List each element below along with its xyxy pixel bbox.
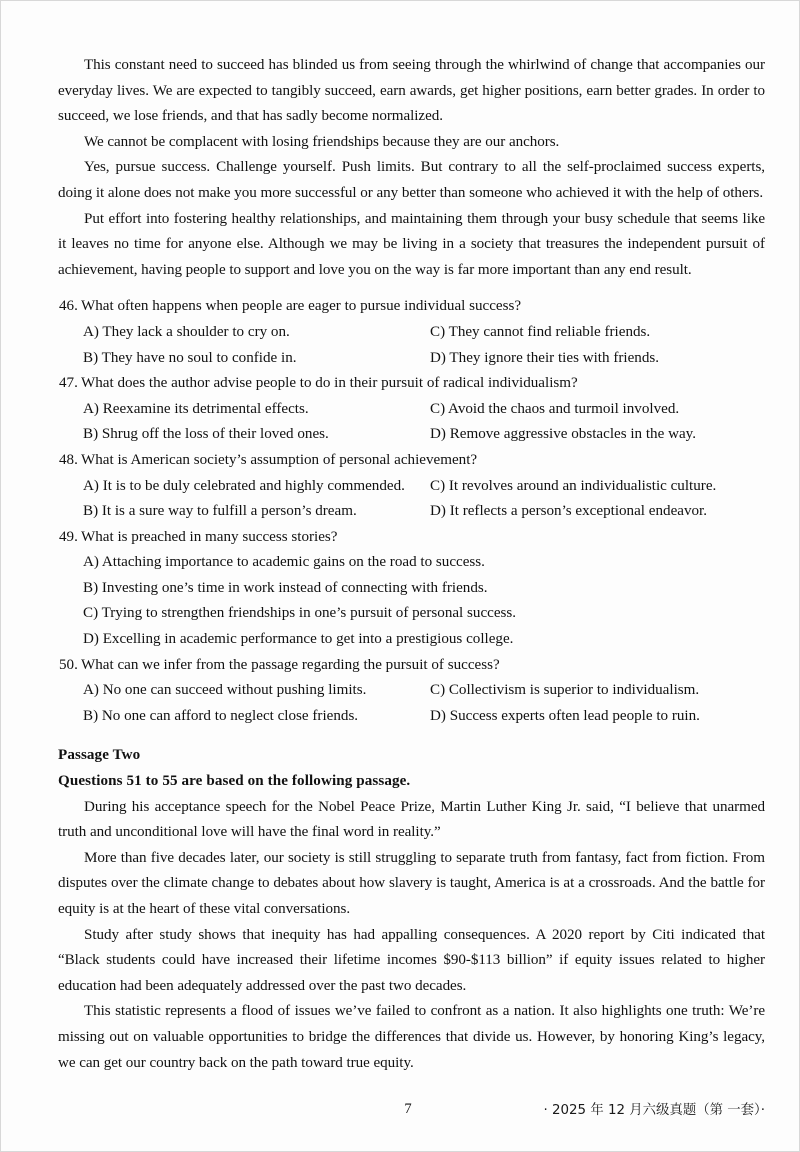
option-c[interactable]: C) Trying to strengthen friendships in one’s pursuit of personal success.: [83, 605, 517, 622]
question-number: 47.: [59, 375, 78, 392]
passage-two-section: [58, 743, 765, 1076]
option-d[interactable]: D) Remove aggressive obstacles in the way.: [430, 426, 697, 443]
option-c[interactable]: C) They cannot find reliable friends.: [430, 323, 651, 340]
passage-paragraph: Study after study shows that inequity has had appalling consequences. A 2020 report by Citi indicated that “Black students could have increased their lifetime incomes $90-$113 billion” if equity issues related to higher education had been adequately addressed over the past two decades.: [58, 926, 765, 994]
option-c[interactable]: C) Collectivism is superior to individualism.: [430, 682, 700, 699]
question-text: What often happens when people are eager to pursue individual success?: [81, 298, 522, 315]
option-grid: [58, 678, 765, 729]
passage-two-instruction: Questions 51 to 55 are based on the following passage.: [58, 773, 411, 790]
question-50: [58, 653, 765, 730]
option-grid: [58, 474, 765, 525]
question-number: 48.: [59, 451, 78, 468]
question-number: 46.: [59, 298, 78, 315]
option-grid: [58, 320, 765, 371]
option-b[interactable]: B) They have no soul to confide in.: [83, 349, 297, 366]
question-number: 49.: [59, 528, 78, 545]
question-stem: [58, 653, 765, 679]
footer-note: · 2025 年 12 月六级真题（第 一套）·: [543, 1103, 765, 1118]
question-47: [58, 371, 765, 448]
passage-paragraph: We cannot be complacent with losing friendships because they are our anchors.: [84, 133, 560, 150]
question-49: [58, 525, 765, 653]
passage-paragraph: Yes, pursue success. Challenge yourself. Push limits. But contrary to all the self-proclaimed success experts, doing it alone does not make you more successful or any better than someone who achieved it with the help of others.: [58, 159, 765, 201]
option-d[interactable]: D) It reflects a person’s exceptional endeavor.: [430, 503, 708, 520]
question-46: [58, 294, 765, 371]
passage-paragraph: Put effort into fostering healthy relationships, and maintaining them through your busy schedule that seems like it leaves no time for anyone else. Although we may be living in a society that treasures the independent pursuit of achievement, having people to support and love you on the way is far more important than any end result.: [58, 210, 765, 278]
option-grid: [58, 397, 765, 448]
passage-paragraph: More than five decades later, our society is still struggling to separate truth from fantasy, fact from fiction. From disputes over the climate change to debates about how slavery is taught, America is at a crossroads. And the battle for equity is at the heart of these vital conversations.: [58, 849, 765, 917]
option-b[interactable]: B) No one can afford to neglect close friends.: [83, 707, 359, 724]
option-b[interactable]: B) It is a sure way to fulfill a person’s dream.: [83, 503, 357, 520]
option-b[interactable]: B) Shrug off the loss of their loved ones.: [83, 426, 329, 443]
passage-one-body: [58, 53, 765, 283]
question-text: What does the author advise people to do in their pursuit of radical individualism?: [81, 375, 578, 392]
option-a[interactable]: A) It is to be duly celebrated and highly commended.: [83, 477, 405, 494]
option-c[interactable]: C) It revolves around an individualistic culture.: [430, 477, 717, 494]
option-d[interactable]: D) They ignore their ties with friends.: [430, 349, 660, 366]
question-text: What is American society’s assumption of personal achievement?: [81, 451, 478, 468]
option-a[interactable]: A) No one can succeed without pushing limits.: [83, 682, 367, 699]
option-d[interactable]: D) Success experts often lead people to ruin.: [430, 707, 700, 724]
passage-paragraph: This statistic represents a flood of issues we’ve failed to confront as a nation. It also highlights one truth: We’re missing out on valuable opportunities to bridge the differences that divide us. However, by honoring King’s legacy, we can get our country back on the path toward true equity.: [58, 1003, 765, 1071]
question-stem: [58, 371, 765, 397]
option-grid: [58, 550, 765, 652]
option-a[interactable]: A) They lack a shoulder to cry on.: [83, 323, 290, 340]
question-number: 50.: [59, 656, 78, 673]
passage-paragraph: During his acceptance speech for the Nobel Peace Prize, Martin Luther King Jr. said, “I believe that unarmed truth and unconditional love will have the final word in reality.”: [58, 798, 765, 841]
page-footer: [58, 1099, 765, 1129]
passage-two-title: Passage Two: [58, 747, 141, 764]
question-stem: [58, 525, 765, 551]
question-48: [58, 448, 765, 525]
option-c[interactable]: C) Avoid the chaos and turmoil involved.: [430, 400, 680, 417]
option-a[interactable]: A) Reexamine its detrimental effects.: [83, 400, 309, 417]
option-b[interactable]: B) Investing one’s time in work instead of connecting with friends.: [83, 579, 488, 596]
spacer: [58, 729, 765, 743]
question-text: What can we infer from the passage regarding the pursuit of success?: [81, 656, 500, 673]
spacer: [58, 283, 765, 294]
passage-paragraph: This constant need to succeed has blinded us from seeing through the whirlwind of change that accompanies our everyday lives. We are expected to tangibly succeed, earn awards, get higher positions, earn better grades. In order to succeed, we lose friends, and that has sadly become normalized.: [58, 57, 765, 125]
question-stem: [58, 294, 765, 320]
question-text: What is preached in many success stories?: [81, 528, 338, 545]
option-d[interactable]: D) Excelling in academic performance to get into a prestigious college.: [83, 631, 514, 648]
page-content: [58, 53, 765, 1076]
question-stem: [58, 448, 765, 474]
option-a[interactable]: A) Attaching importance to academic gains on the road to success.: [83, 554, 485, 571]
page-number: 7: [404, 1101, 412, 1117]
